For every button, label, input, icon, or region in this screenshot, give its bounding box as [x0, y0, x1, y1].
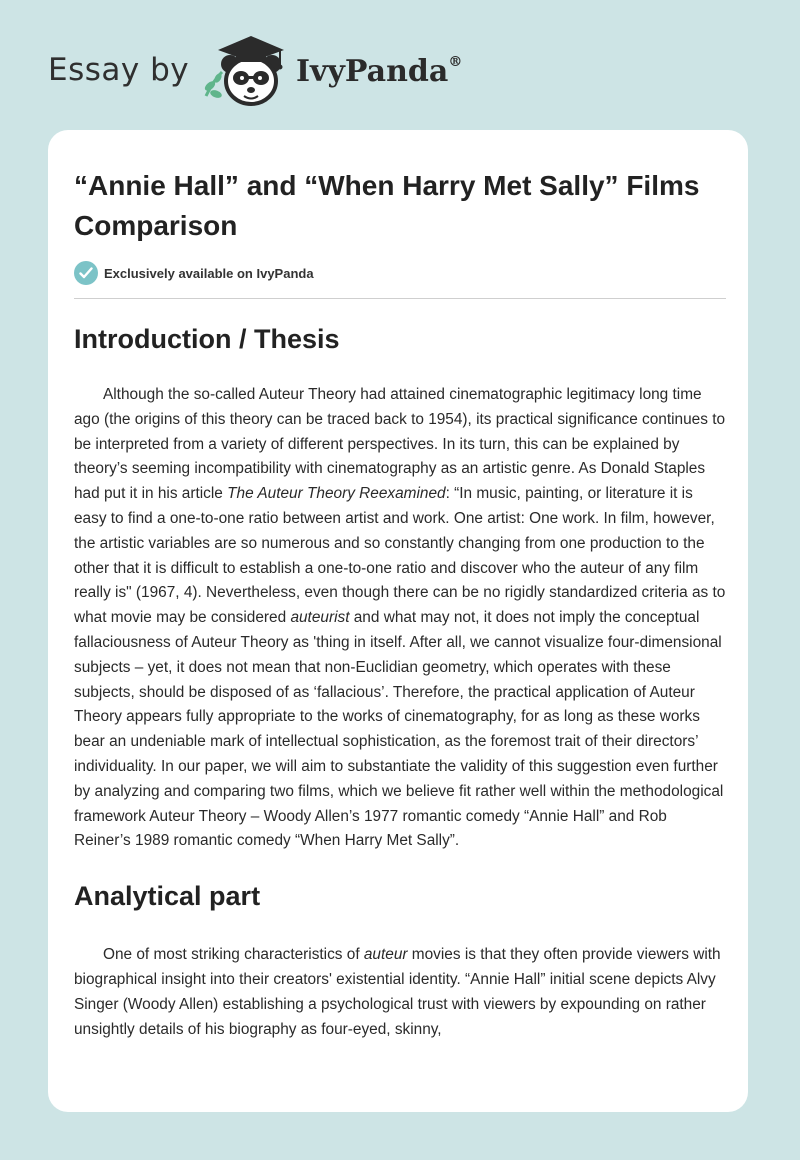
- article-content: [74, 166, 726, 1042]
- paragraph-italic-title: The Auteur Theory Reexamined: [227, 485, 446, 503]
- paragraph-italic-term: auteur: [363, 946, 408, 964]
- section-heading-analytical: Analytical part: [74, 881, 261, 912]
- paragraph-italic-term: auteurist: [290, 609, 350, 627]
- registered-mark: ®: [448, 54, 463, 70]
- paragraph-text: movies is that they often provide viewers with biographical insight into their creators' existential identity. “Annie Hall” initial scene depicts Alvy Singer (Woody Allen) establishing a psychological trust with viewers by expounding on rather unsightly details of his biography as four-eyed, skinny,: [74, 946, 721, 1038]
- essay-by-label: Essay by: [48, 52, 190, 88]
- exclusive-badge: [74, 260, 726, 286]
- brand-name[interactable]: [296, 54, 462, 89]
- title-divider: [74, 298, 726, 299]
- section-paragraph-introduction: [74, 383, 726, 854]
- article-card: [48, 130, 748, 1112]
- section-heading-introduction: Introduction / Thesis: [74, 324, 340, 354]
- paragraph-text: : “In music, painting, or literature it is easy to find a one-to-one ratio between artist and work. One artist: One work. In film, however, the artistic variables are so numerous and so constantly changing from one production to the other that it is difficult to establish a one-to-one ratio and discover who the auteur of any film really is" (1967, 4). Nevertheless, even though there can be no rigidly standardized criteria as to what movie may be considered: [74, 485, 726, 627]
- article-title: “Annie Hall” and “When Harry Met Sally” Films Comparison: [74, 170, 700, 241]
- exclusive-label: Exclusively available on IvyPanda: [104, 265, 314, 281]
- panda-logo-icon[interactable]: [200, 34, 296, 110]
- site-header: [48, 30, 508, 110]
- check-circle-icon: [74, 261, 98, 285]
- paragraph-text: One of most striking characteristics of: [103, 946, 364, 964]
- paragraph-text: Although the so-called Auteur Theory had attained cinematographic legitimacy long time ago (the origins of this theory can be traced back to 1954), its practical significance continues to be interpreted from a variety of different perspectives. In its turn, this can be explained by theory’s seeming incompatibility with cinematography as an artistic genre. As Donald Staples had put it in his article: [74, 386, 726, 503]
- section-paragraph-analytical: [74, 943, 726, 1042]
- brand-text: IvyPanda: [296, 54, 449, 89]
- paragraph-text: and what may not, it does not imply the conceptual fallaciousness of Auteur Theory as 'thing in itself. After all, we cannot visualize four-dimensional subjects – yet, it does not mean that non-Euclidian geometry, which operates with these subjects, should be disposed of as ‘fallacious’. Therefore, the practical application of Auteur Theory appears fully appropriate to the works of cinematography, for as long as these works bear an undeniable mark of intellectual sophistication, as the foremost trait of their directors’ individuality. In our paper, we will aim to substantiate the validity of this suggestion even further by analyzing and comparing two films, which we believe fit rather well within the methodological framework Auteur Theory – Woody Allen’s 1977 romantic comedy “Annie Hall” and Rob Reiner’s 1989 romantic comedy “When Harry Met Sally”.: [74, 609, 724, 850]
